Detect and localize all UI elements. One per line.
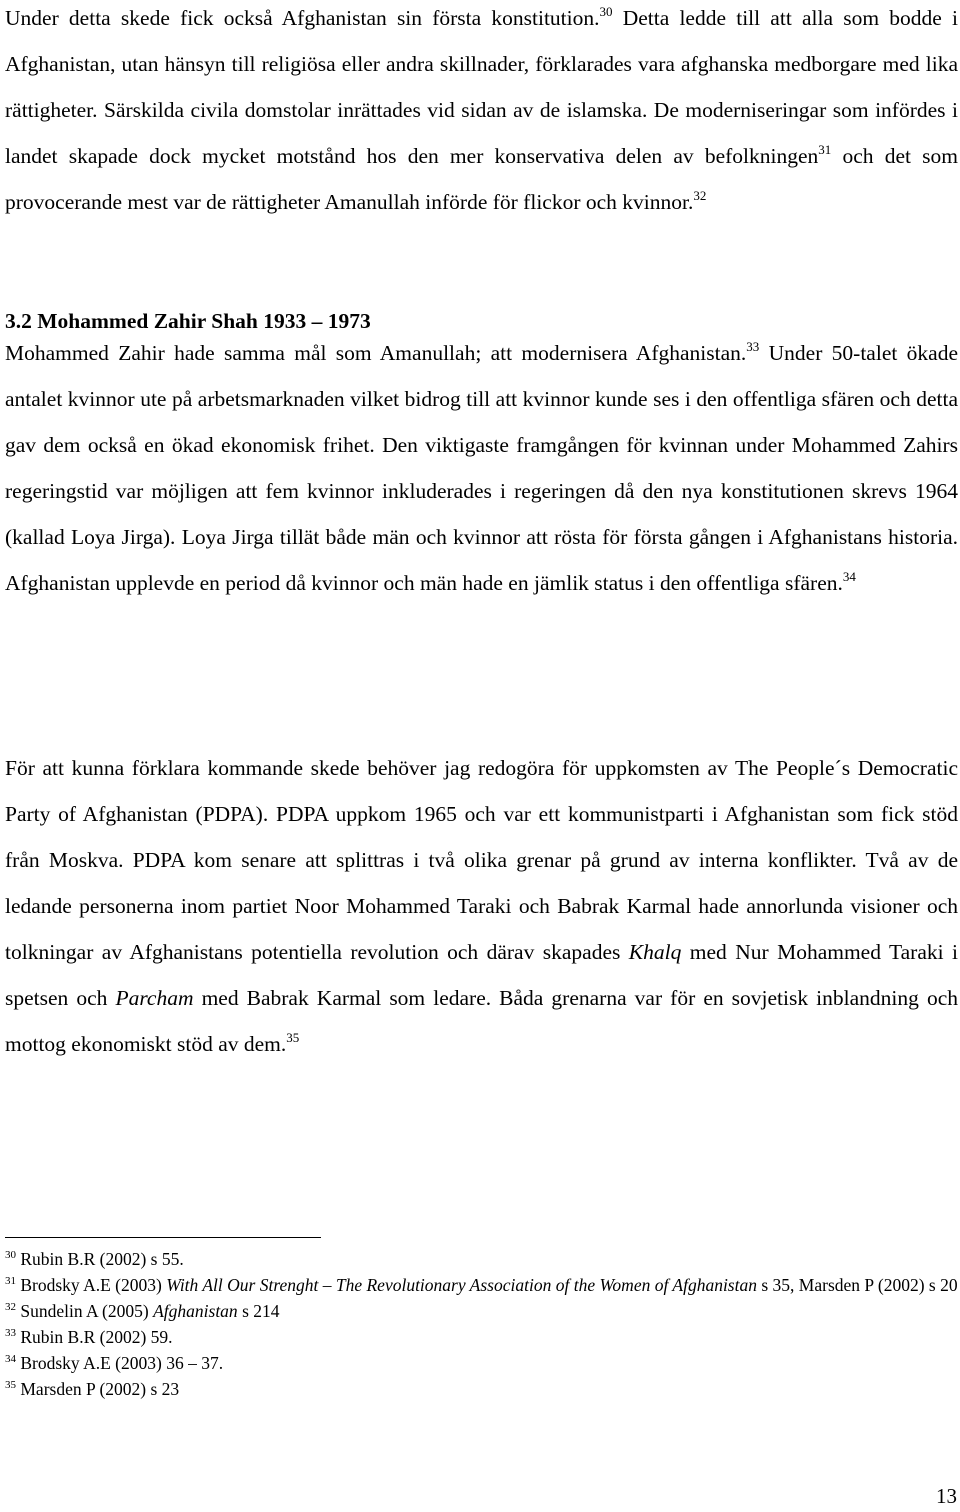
footnote-item [5, 1376, 958, 1402]
footnote-text: Marsden P (2002) s 23 [16, 1379, 180, 1399]
footnote-text: Rubin B.R (2002) 59. [16, 1327, 173, 1347]
footnote-ref[interactable]: 35 [286, 1030, 300, 1045]
document-page [5, 0, 960, 1512]
paragraph-text: För att kunna förklara kommande skede behöver jag redogöra för uppkomsten av The People´s Democratic Party of Afghanistan (PDPA). PDPA uppkom 1965 och var ett kommunistparti i Afghanistan som fick stöd från Moskva. PDPA kom senare att splittras i två olika grenar på grund av interna konflikter. Två av de ledande personerna inom partiet Noor Mohammed Taraki och Babrak Karmal hade annorlunda visioner och tolkningar av Afghanistans potentiella revolution och därav skapades [5, 756, 958, 964]
footnote-text: s 214 [237, 1301, 280, 1321]
footnote-ref[interactable]: 32 [693, 188, 707, 203]
footnote-item [5, 1246, 958, 1272]
paragraph-text: med Nur Mohammed Taraki i spetsen och [5, 940, 958, 1010]
page-number: 13 [936, 1484, 957, 1508]
footnote-text: Rubin B.R (2002) s 55. [16, 1249, 184, 1269]
footnote-number: 32 [5, 1301, 16, 1313]
paragraph-pdpa [5, 745, 958, 1067]
paragraph-text: Detta ledde till att alla som bodde i Afghanistan, utan hänsyn till religiösa eller andra skillnader, förklarades vara afghanska medborgare med lika rättigheter. Särskilda civila domstolar inrättades vid sidan av de islamska. De moderniseringar som infördes i landet skapade dock mycket motstånd hos den mer konservativa delen av befolkningen [5, 6, 958, 168]
section-heading: 3.2 Mohammed Zahir Shah 1933 – 1973 [5, 309, 371, 333]
footnote-number: 30 [5, 1249, 16, 1261]
paragraph-amanullah [5, 0, 958, 225]
footnote-title: Afghanistan [153, 1301, 238, 1321]
footnote-item [5, 1298, 958, 1324]
italic-term: Parcham [115, 986, 194, 1010]
footnote-text: Sundelin A (2005) [16, 1301, 154, 1321]
paragraph-text: Under 50-talet ökade antalet kvinnor ute på arbetsmarknaden vilket bidrog till att kvinnor kunde ses i den offentliga sfären och detta gav dem också en ökad ekonomisk frihet. Den viktigaste framgången för kvinnan under Mohammed Zahirs regeringstid var möjligen att fem kvinnor inkluderades i regeringen då den nya konstitutionen skrevs 1964 (kallad Loya Jirga). Loya Jirga tillät både män och kvinnor att rösta för första gången i Afghanistans historia. Afghanistan upplevde en period då kvinnor och män hade en jämlik status i den offentliga sfären. [5, 341, 958, 595]
footnote-number: 34 [5, 1353, 16, 1365]
footnote-text: Brodsky A.E (2003) [16, 1275, 167, 1295]
footnote-item [5, 1350, 958, 1376]
footnote-ref[interactable]: 30 [599, 4, 613, 19]
footnote-item [5, 1272, 958, 1298]
italic-term: Khalq [628, 940, 682, 964]
footnote-title: With All Our Strenght – The Revolutionary Association of the Women of Afghanistan [166, 1275, 757, 1295]
footnote-number: 33 [5, 1327, 16, 1339]
footnote-text: s 35, Marsden P (2002) s 20 [756, 1275, 958, 1295]
footnote-item [5, 1324, 958, 1350]
footnote-separator [5, 1237, 321, 1238]
footnote-number: 35 [5, 1379, 16, 1391]
paragraph-zahir-shah [5, 330, 958, 606]
paragraph-text: och det som provocerande mest var de rättigheter Amanullah införde för flickor och kvinnor. [5, 144, 958, 214]
footnote-number: 31 [5, 1275, 16, 1287]
footnote-text: Brodsky A.E (2003) 36 – 37. [16, 1353, 224, 1373]
paragraph-text: med Babrak Karmal som ledare. Båda grenarna var för en sovjetisk inblandning och mottog ekonomiskt stöd av dem. [5, 986, 958, 1056]
footnote-ref[interactable]: 31 [818, 142, 832, 157]
footnote-ref[interactable]: 34 [842, 569, 856, 584]
paragraph-text: Mohammed Zahir hade samma mål som Amanullah; att modernisera Afghanistan. [5, 341, 747, 365]
footnotes-list [5, 1246, 958, 1402]
footnote-ref[interactable]: 33 [746, 339, 760, 354]
paragraph-text: Under detta skede fick också Afghanistan sin första konstitution. [5, 6, 600, 30]
